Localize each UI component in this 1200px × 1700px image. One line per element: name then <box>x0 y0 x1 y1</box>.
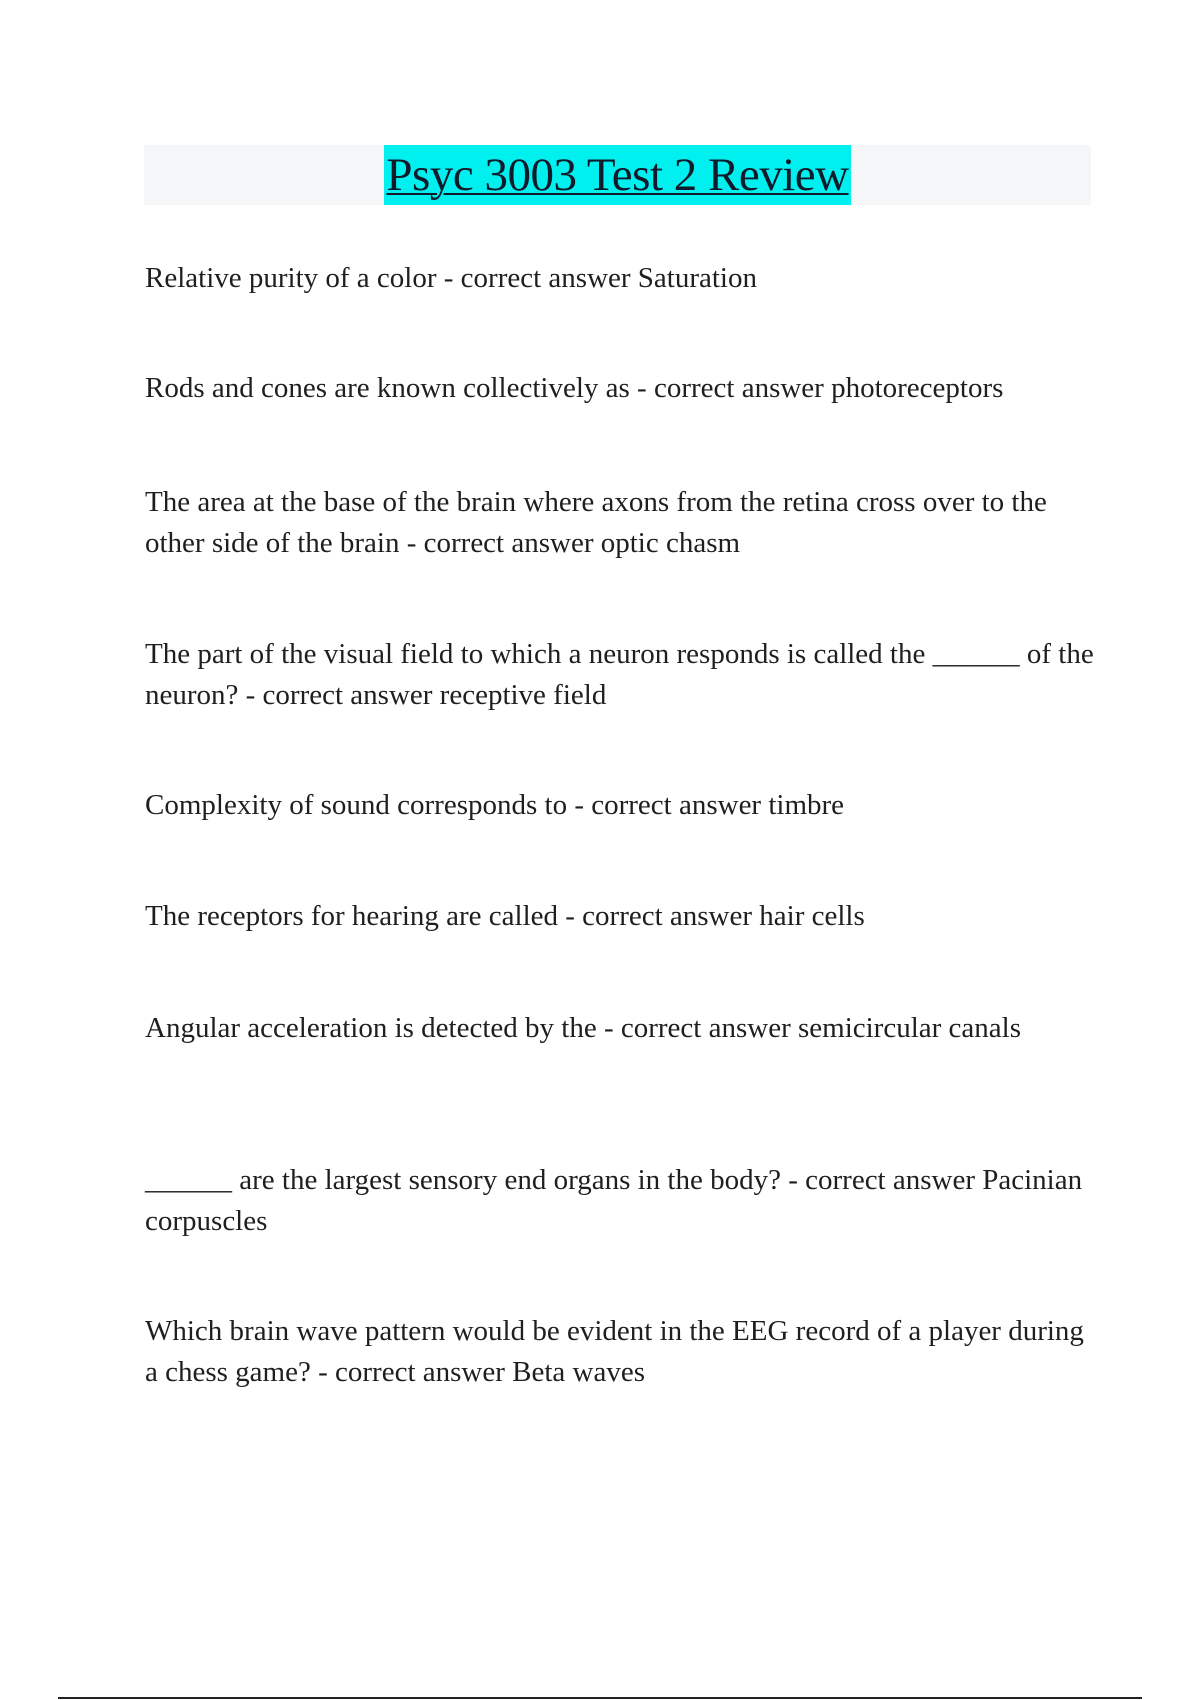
qa-item-6: The receptors for hearing are called - correct answer hair cells <box>145 900 865 932</box>
qa-item-2: Rods and cones are known collectively as - correct answer photoreceptors <box>145 372 1004 404</box>
qa-item-8: ______ are the largest sensory end organs in the body? - correct answer Pacinian corpuscles <box>145 1164 1083 1237</box>
bottom-rule <box>58 1697 1142 1699</box>
title-band <box>144 145 1091 205</box>
qa-item-9: Which brain wave pattern would be evident in the EEG record of a player during a chess game? - correct answer Beta waves <box>145 1315 1084 1388</box>
qa-item-3: The area at the base of the brain where axons from the retina cross over to the other side of the brain - correct answer optic chasm <box>145 486 1047 559</box>
qa-item-7: Angular acceleration is detected by the - correct answer semicircular canals <box>145 1012 1022 1044</box>
qa-item-5: Complexity of sound corresponds to - correct answer timbre <box>145 789 845 821</box>
qa-item-1: Relative purity of a color - correct answer Saturation <box>145 262 757 294</box>
qa-item-4: The part of the visual field to which a neuron responds is called the ______ of the neuron? - correct answer receptive field <box>145 638 1094 711</box>
page-title: Psyc 3003 Test 2 Review <box>384 145 850 205</box>
